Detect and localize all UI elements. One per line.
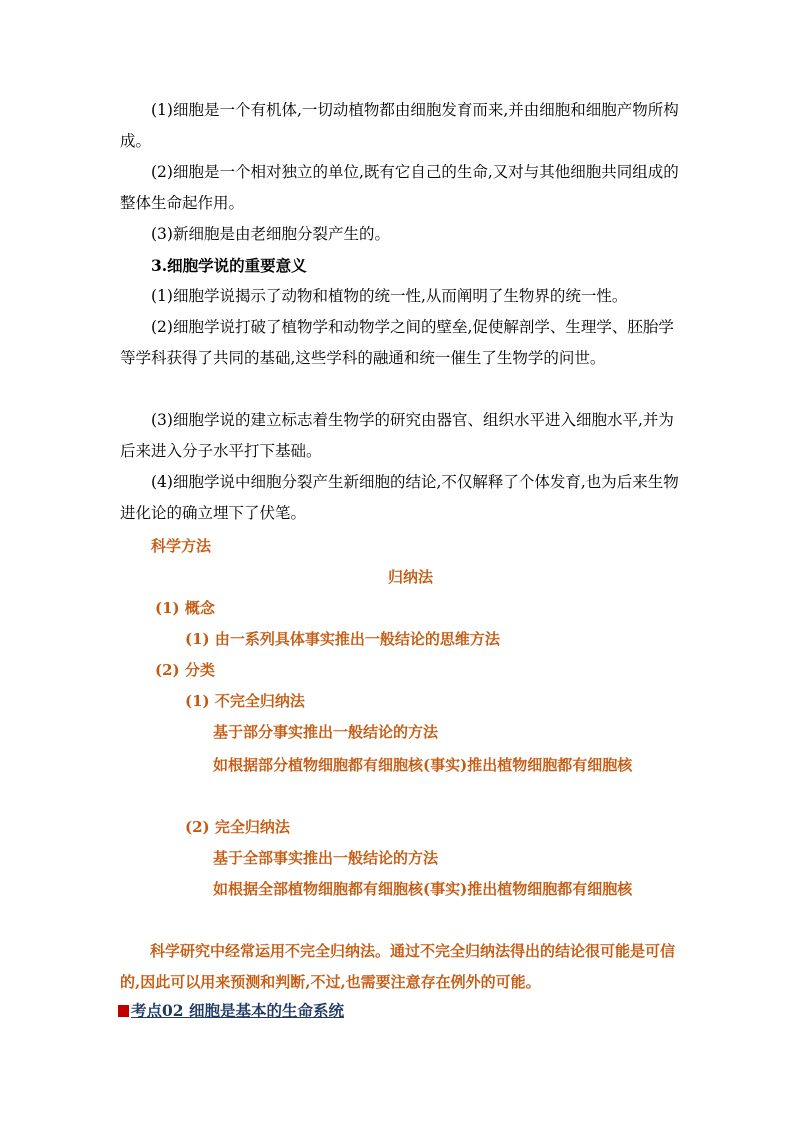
induction-note: 科学研究中经常运用不完全归纳法。通过不完全归纳法得出的结论很可能是可信的,因此可以用来预测和判断,不过,也需要注意存在例外的可能。 [120,942,676,991]
complete-induction-example: 如根据全部植物细胞都有细胞核(事实)推出植物细胞都有细胞核 [213,880,633,898]
paragraph-significance-1: (1)细胞学说揭示了动物和植物的统一性,从而阐明了生物界的统一性。 [151,287,628,305]
complete-induction-label: (2) 完全归纳法 [185,818,290,836]
paragraph-new-cell: (3)新细胞是由老细胞分裂产生的。 [151,225,390,243]
paragraph-cell-unit: (2)细胞是一个相对独立的单位,既有它自己的生命,又对与其他细胞共同组成的整体生命起作用。 [120,163,679,212]
section-heading [118,998,344,1024]
section-marker-icon [118,1005,129,1017]
paragraph-cell-organism: (1)细胞是一个有机体,一切动植物都由细胞发育而来,并由细胞和细胞产物所构成。 [120,101,679,150]
concept-label: (1) 概念 [155,599,215,617]
classify-label: (2) 分类 [155,661,215,679]
section-title-significance: 3.细胞学说的重要意义 [151,256,307,275]
incomplete-induction-label: (1) 不完全归纳法 [185,692,305,710]
paragraph-significance-4: (4)细胞学说中细胞分裂产生新细胞的结论,不仅解释了个体发育,也为后来生物进化论的确立埋下了伏笔。 [120,473,679,522]
complete-induction-definition: 基于全部事实推出一般结论的方法 [213,849,439,867]
section-heading-text: 考点02 细胞是基本的生命系统 [131,1001,344,1020]
method-heading: 科学方法 [151,537,212,555]
incomplete-induction-example: 如根据部分植物细胞都有细胞核(事实)推出植物细胞都有细胞核 [213,756,633,774]
concept-definition: (1) 由一系列具体事实推出一般结论的思维方法 [185,630,500,648]
incomplete-induction-definition: 基于部分事实推出一般结论的方法 [213,723,439,741]
paragraph-significance-3: (3)细胞学说的建立标志着生物学的研究由器官、组织水平进入细胞水平,并为后来进入分子水平打下基础。 [120,411,674,460]
paragraph-significance-2: (2)细胞学说打破了植物学和动物学之间的壁垒,促使解剖学、生理学、胚胎学等学科获得了共同的基础,这些学科的融通和统一催生了生物学的问世。 [120,318,674,367]
method-center-title: 归纳法 [388,568,434,586]
